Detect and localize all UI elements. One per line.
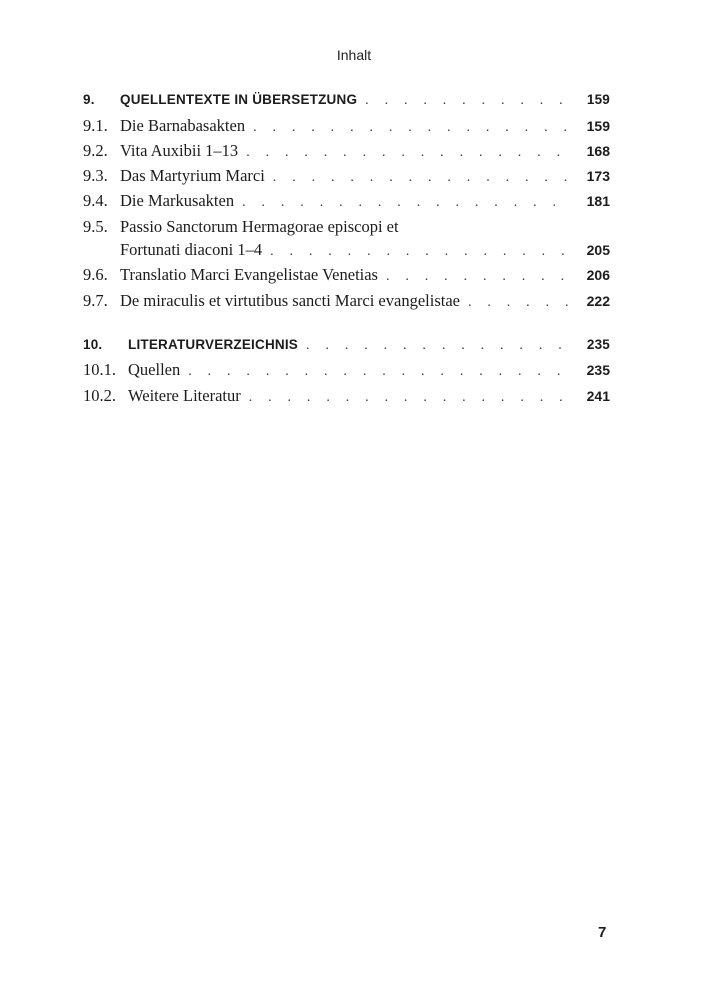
toc-entry-9-4[interactable] bbox=[83, 189, 610, 213]
dot-leader bbox=[468, 291, 570, 313]
toc-entry-9-3[interactable] bbox=[83, 164, 610, 188]
page-number: 173 bbox=[586, 168, 610, 184]
toc-chapter-10[interactable] bbox=[83, 333, 610, 357]
toc-entry-9-7[interactable] bbox=[83, 289, 610, 313]
dot-leader bbox=[249, 386, 570, 408]
toc-entry-9-2[interactable] bbox=[83, 139, 610, 163]
page-number: 235 bbox=[586, 337, 610, 352]
entry-title: Passio Sanctorum Hermagorae episcopi et bbox=[120, 217, 399, 236]
entry-title: Die Markusakten bbox=[120, 191, 235, 210]
chapter-number: 10. bbox=[83, 337, 103, 352]
entry-number: 9.7. bbox=[83, 291, 108, 310]
entry-number: 9.1. bbox=[83, 116, 108, 135]
chapter-title: LITERATURVERZEICHNIS bbox=[128, 337, 299, 352]
page-number: 205 bbox=[586, 242, 610, 258]
entry-title: Die Barnabasakten bbox=[120, 116, 246, 135]
page-number: 235 bbox=[586, 362, 610, 378]
toc-entry-9-6[interactable] bbox=[83, 263, 610, 287]
dot-leader bbox=[270, 240, 570, 262]
page-number: 168 bbox=[586, 143, 610, 159]
entry-number: 9.4. bbox=[83, 191, 108, 210]
entry-number: 10.1. bbox=[83, 360, 116, 379]
dot-leader bbox=[242, 191, 570, 213]
entry-title: Vita Auxibii 1–13 bbox=[120, 141, 239, 160]
chapter-number: 9. bbox=[83, 92, 95, 107]
dot-leader bbox=[246, 141, 570, 163]
entry-number: 10.2. bbox=[83, 386, 116, 405]
entry-title: Quellen bbox=[128, 360, 181, 379]
entry-title-continued: Fortunati diaconi 1–4 bbox=[120, 240, 263, 259]
running-head: Inhalt bbox=[336, 47, 372, 63]
entry-title: De miraculis et virtutibus sancti Marci evangelistae bbox=[120, 291, 460, 310]
dot-leader bbox=[253, 116, 570, 138]
entry-title: Translatio Marci Evangelistae Venetias bbox=[120, 265, 378, 284]
toc-entry-10-2[interactable] bbox=[83, 384, 610, 408]
page-number: 206 bbox=[586, 267, 610, 283]
entry-number: 9.6. bbox=[83, 265, 108, 284]
entry-number: 9.3. bbox=[83, 166, 108, 185]
page-number: 159 bbox=[586, 92, 610, 107]
page-number: 222 bbox=[586, 293, 610, 309]
toc-entry-9-5-line1[interactable] bbox=[83, 215, 610, 239]
dot-leader bbox=[188, 360, 570, 382]
entry-number: 9.2. bbox=[83, 141, 108, 160]
entry-title: Weitere Literatur bbox=[128, 386, 241, 405]
toc-entry-9-1[interactable] bbox=[83, 114, 610, 138]
toc-entry-10-1[interactable] bbox=[83, 358, 610, 382]
entry-title: Das Martyrium Marci bbox=[120, 166, 265, 185]
page-number: 241 bbox=[586, 388, 610, 404]
page-folio: 7 bbox=[598, 924, 607, 941]
toc-entry-9-5-line2[interactable] bbox=[83, 238, 610, 262]
toc-chapter-9[interactable] bbox=[83, 88, 610, 112]
chapter-title: QUELLENTEXTE IN ÜBERSETZUNG bbox=[120, 92, 358, 107]
entry-number: 9.5. bbox=[83, 217, 108, 236]
dot-leader bbox=[386, 265, 570, 287]
dot-leader bbox=[306, 334, 570, 357]
dot-leader bbox=[273, 166, 570, 188]
page-number: 181 bbox=[586, 193, 610, 209]
page-number: 159 bbox=[586, 118, 610, 134]
dot-leader bbox=[365, 89, 570, 112]
